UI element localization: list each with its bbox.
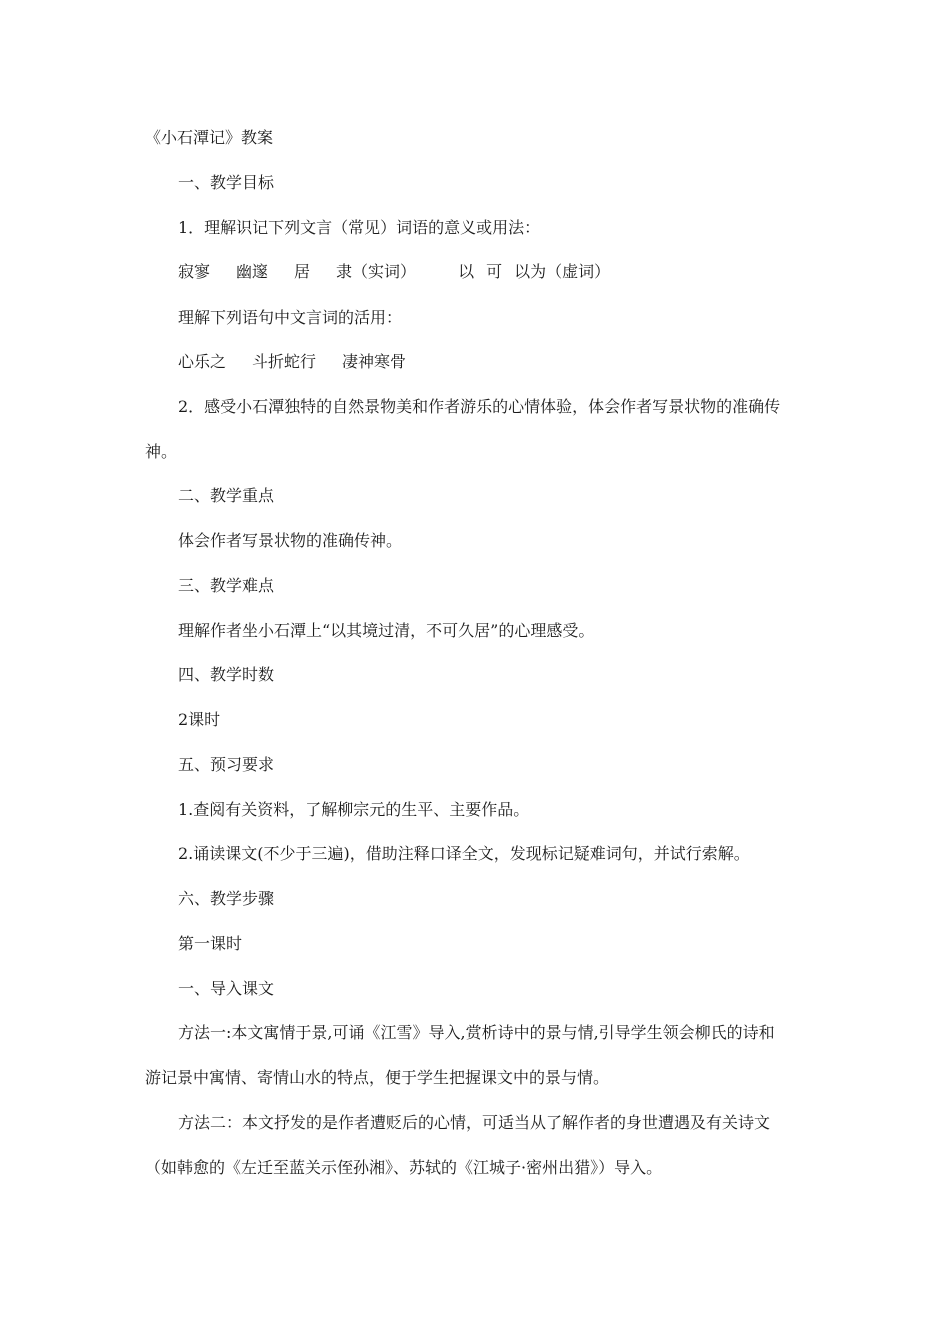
method-1-line-1: 方法一:本文寓情于景,可诵《江雪》导入,赏析诗中的景与情,引导学生领会柳氏的诗和 — [178, 1023, 775, 1042]
goal-1: 1．理解识记下列文言（常见）词语的意义或用法： — [178, 218, 541, 237]
prep-item-2: 2.诵读课文(不少于三遍)，借助注释口译全文，发现标记疑难词句，并试行索解。 — [178, 844, 750, 863]
document-title: 《小石潭记》教案 — [145, 128, 274, 147]
key-text: 体会作者写景状物的准确传神。 — [178, 531, 403, 550]
vocab-word: 以为（虚词） — [514, 262, 611, 281]
time-heading: 四、教学时数 — [178, 665, 275, 684]
vocab-word: 幽邃 — [236, 262, 269, 281]
usage-item: 凄神寒骨 — [342, 352, 407, 371]
prep-heading: 五、预习要求 — [178, 755, 275, 774]
method-1-line-2: 游记景中寓情、寄情山水的特点，便于学生把握课文中的景与情。 — [145, 1068, 610, 1087]
key-heading: 二、教学重点 — [178, 486, 275, 505]
prep-item-1: 1.查阅有关资料，了解柳宗元的生平、主要作品。 — [178, 800, 530, 819]
hard-text: 理解作者坐小石潭上“以其境过清，不可久居”的心理感受。 — [178, 621, 595, 640]
usage-item: 斗折蛇行 — [252, 352, 317, 371]
vocab-word: 可 — [486, 262, 503, 281]
time-text: 2课时 — [178, 710, 221, 729]
vocab-word: 隶（实词） — [336, 262, 417, 281]
vocab-word: 寂寥 — [178, 262, 211, 281]
goal-2-line-2: 神。 — [145, 442, 178, 461]
lesson-1-heading: 第一课时 — [178, 934, 243, 953]
goal-2-line-1: 2．感受小石潭独特的自然景物美和作者游乐的心情体验，体会作者写景状物的准确传 — [178, 397, 781, 416]
intro-heading: 一、导入课文 — [178, 979, 275, 998]
method-2-line-1: 方法二：本文抒发的是作者遭贬后的心情，可适当从了解作者的身世遭遇及有关诗文 — [178, 1113, 771, 1132]
vocab-word: 居 — [294, 262, 311, 281]
usage-list — [178, 352, 406, 372]
vocabulary-list — [178, 262, 610, 282]
goal-heading: 一、教学目标 — [178, 173, 275, 192]
usage-item: 心乐之 — [178, 352, 227, 371]
steps-heading: 六、教学步骤 — [178, 889, 275, 908]
usage-intro: 理解下列语句中文言词的活用： — [178, 308, 403, 327]
method-2-line-2: （如韩愈的《左迁至蓝关示侄孙湘》、苏轼的《江城子·密州出猎》）导入。 — [145, 1158, 663, 1177]
hard-heading: 三、教学难点 — [178, 576, 275, 595]
vocab-word: 以 — [458, 262, 475, 281]
